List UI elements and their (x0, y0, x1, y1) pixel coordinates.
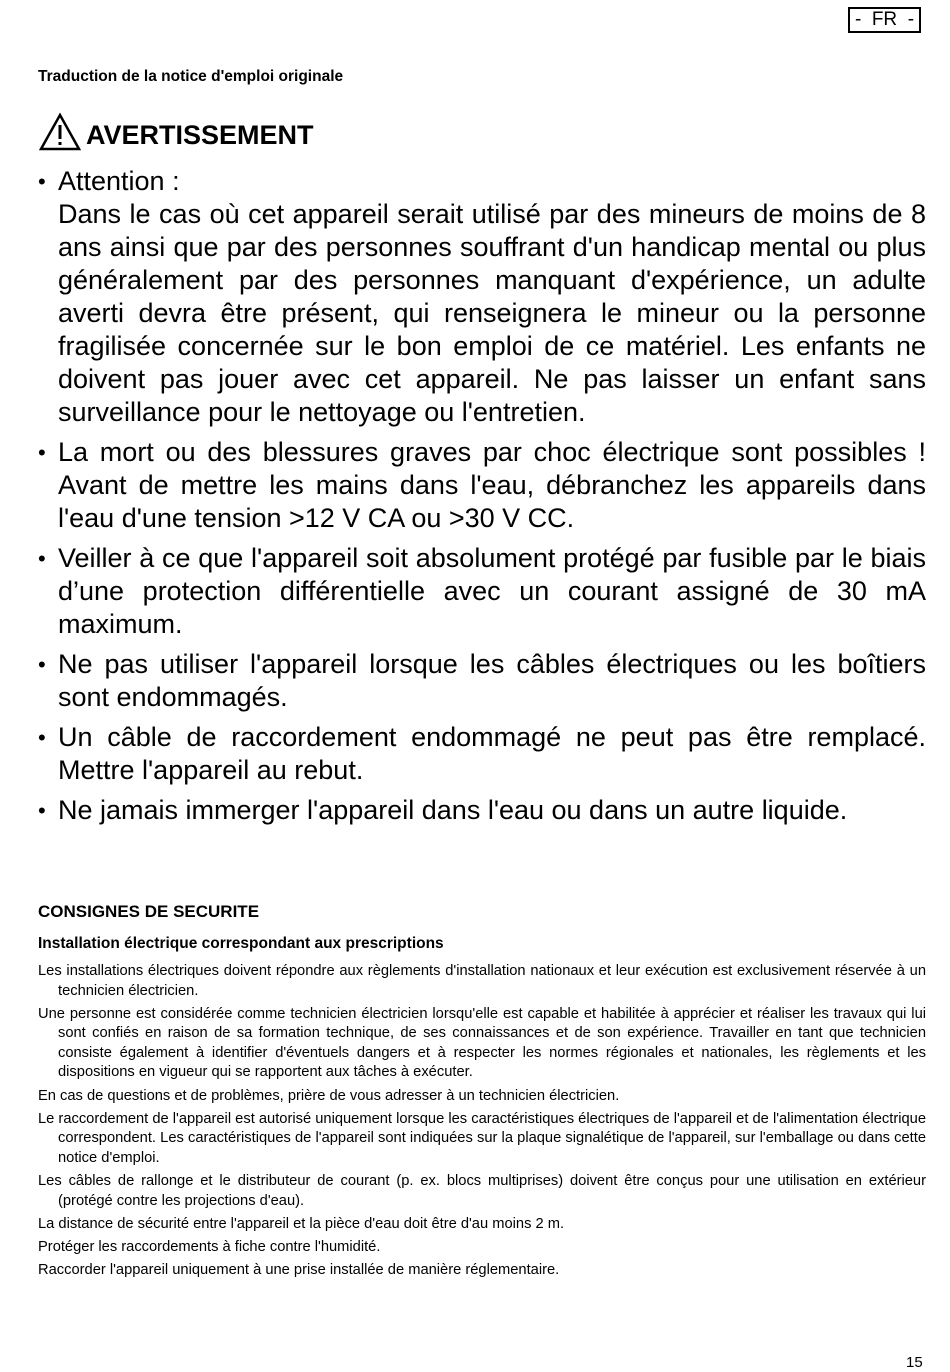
warning-title: AVERTISSEMENT (86, 120, 314, 150)
warning-triangle-icon (38, 112, 82, 152)
bullet: • (38, 440, 46, 465)
bullet: • (38, 546, 46, 571)
bullet: • (38, 169, 46, 194)
warning-heading (38, 112, 314, 152)
warning-item-text: Ne pas utiliser l'appareil lorsque les câbles électriques ou les boîtiers sont endommagés. (58, 649, 926, 712)
warning-item-text: Ne jamais immerger l'appareil dans l'eau ou dans un autre liquide. (58, 795, 848, 825)
warning-list (38, 165, 926, 834)
warning-item (38, 648, 926, 714)
bullet: • (38, 725, 46, 750)
warning-item-text: Un câble de raccordement endommagé ne peut pas être remplacé. Mettre l'appareil au rebut. (58, 722, 926, 785)
document-subtitle: Traduction de la notice d'emploi originale (38, 68, 344, 85)
warning-item (38, 165, 926, 429)
paragraph: Le raccordement de l'appareil est autorisé uniquement lorsque les caractéristiques électriques de l'appareil et de l'alimentation électrique correspondent. Les caractéristiques de l'appareil sont indiquées sur la plaque signalétique de l'appareil, sur l'emballage ou dans cette notice d'emploi. (38, 1110, 926, 1166)
paragraph: En cas de questions et de problèmes, prière de vous adresser à un technicien électricien. (38, 1087, 620, 1104)
warning-item-text: La mort ou des blessures graves par choc électrique sont possibles ! Avant de mettre les mains dans l'eau, débranchez les appareils dans l'eau d'une tension >12 V CA ou >30 V CC. (58, 437, 926, 533)
warning-item-text: Veiller à ce que l'appareil soit absolument protégé par fusible par le biais d’une protection différentielle avec un courant assigné de 30 mA maximum. (58, 543, 926, 639)
paragraph: Une personne est considérée comme technicien électricien lorsqu'elle est capable et habilitée à apprécier et réaliser les travaux qui lui sont confiés en raison de sa formation technique, de ses connaissances et de son expérience. Travailler en tant que technicien consiste également à identifier d'éventuels dangers et à respecter les normes régionales et nationales, les règlements et les dispositions en vigueur qui se rapportent aux tâches à exécuter. (38, 1005, 926, 1081)
warning-item (38, 436, 926, 535)
paragraph: Protéger les raccordements à fiche contre l'humidité. (38, 1238, 381, 1255)
bullet: • (38, 652, 46, 677)
page-number: 15 (906, 1354, 923, 1371)
paragraph: La distance de sécurité entre l'appareil et la pièce d'eau doit être d'au moins 2 m. (38, 1215, 565, 1232)
language-tag: - FR - (848, 7, 921, 33)
paragraph: Les installations électriques doivent répondre aux règlements d'installation nationaux et leur exécution est exclusivement réservée à un technicien électricien. (38, 963, 926, 999)
section-title: CONSIGNES DE SECURITE (38, 902, 260, 921)
subsection-title: Installation électrique correspondant aux prescriptions (38, 935, 444, 952)
warning-item-head: Attention : (58, 166, 180, 196)
warning-item (38, 794, 926, 827)
warning-item (38, 721, 926, 787)
warning-item-text: Dans le cas où cet appareil serait utilisé par des mineurs de moins de 8 ans ainsi que par des personnes souffrant d'un handicap mental ou plus généralement par des personnes manquant d'expérience, un adulte averti devra être présent, qui renseignera le mineur ou la personne fragilisée concernée sur le bon emploi de ce matériel. Les enfants ne doivent pas jouer avec cet appareil. Ne pas laisser un enfant sans surveillance pour le nettoyage ou l'entretien. (58, 199, 926, 427)
paragraph: Raccorder l'appareil uniquement à une prise installée de manière réglementaire. (38, 1261, 560, 1278)
paragraph: Les câbles de rallonge et le distributeur de courant (p. ex. blocs multiprises) doivent être conçus pour une utilisation en extérieur (protégé contre les projections d'eau). (38, 1172, 926, 1209)
safety-paragraphs (38, 962, 926, 1284)
warning-item (38, 542, 926, 641)
bullet: • (38, 798, 46, 823)
